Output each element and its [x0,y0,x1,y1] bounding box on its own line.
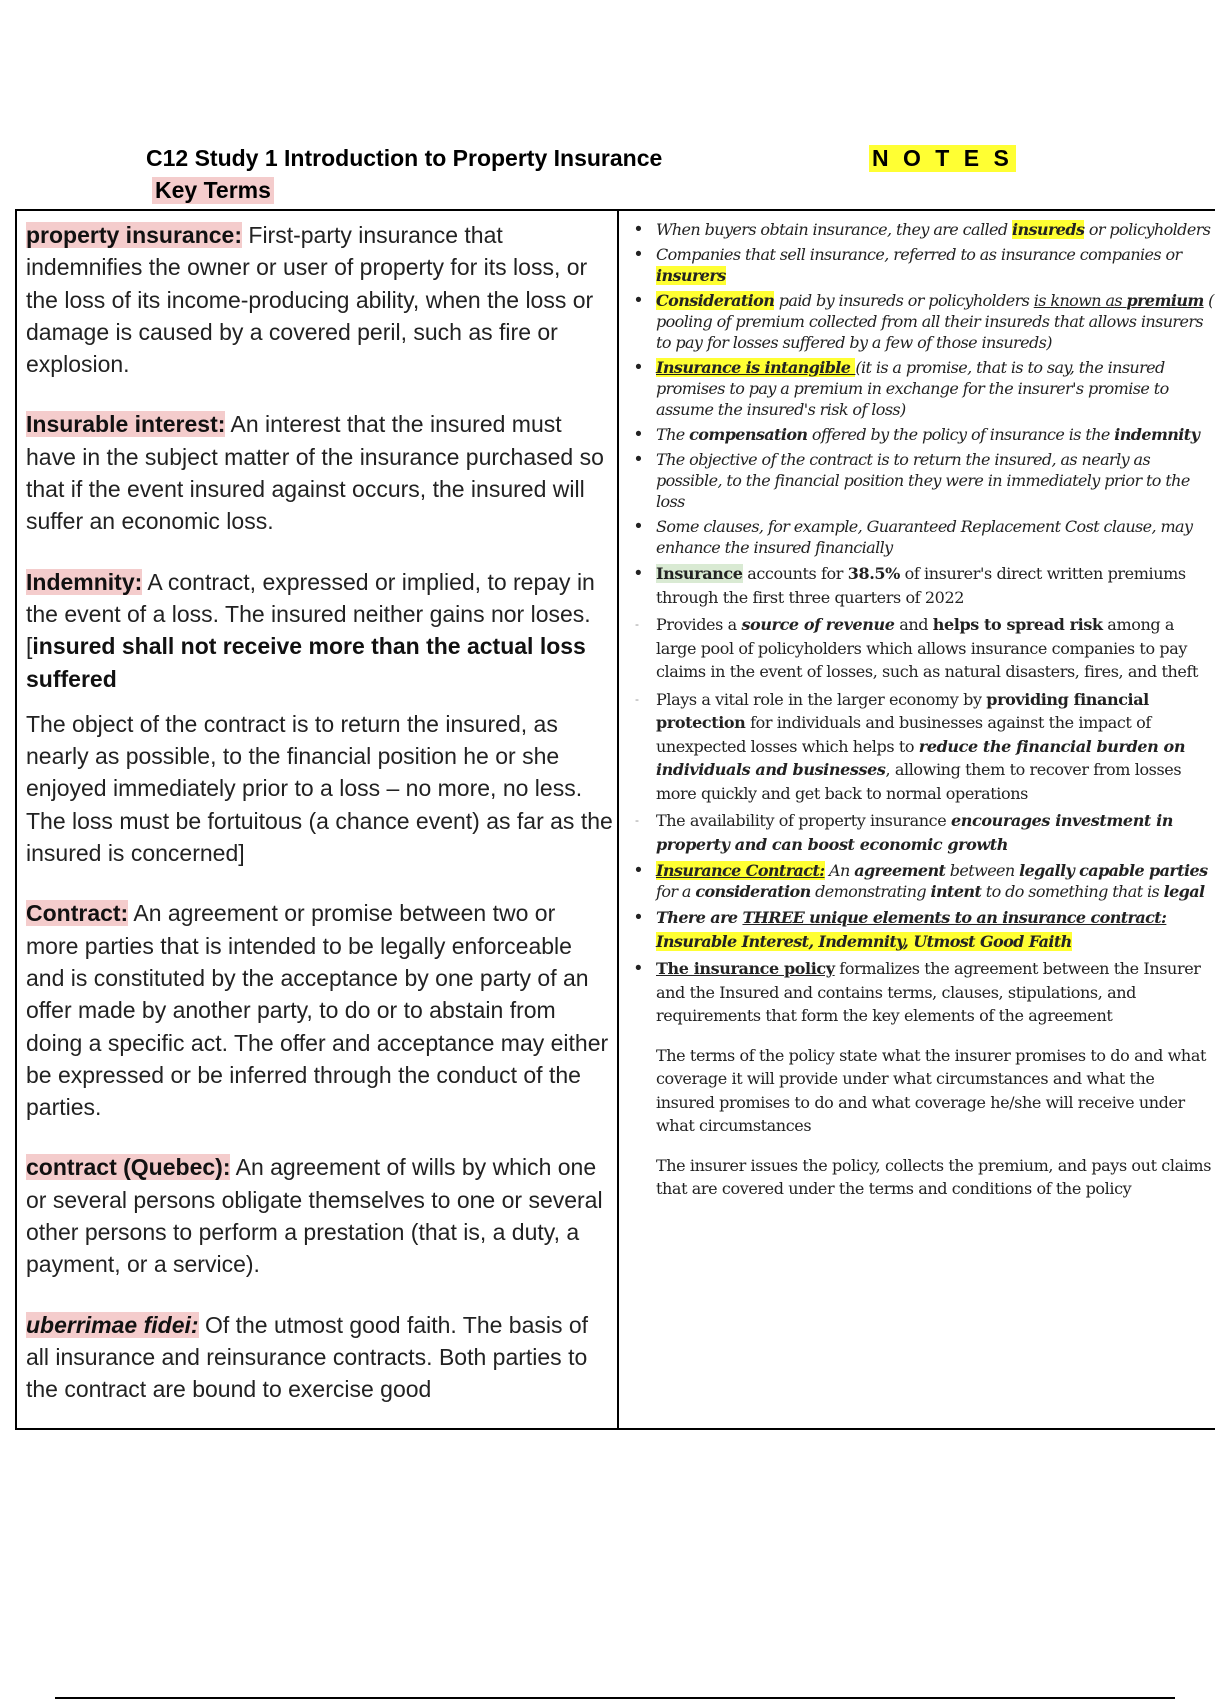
note-bold: providing financial protection [656,689,1149,732]
note-text: among a large pool of policyholders which allows insurance companies to pay claims in the event of losses, such as natural disasters, fires, and theft [656,615,1199,681]
key-terms-heading: Key Terms [152,177,274,204]
note-bold: source of revenue [741,615,895,634]
note-text: to do something that is [981,882,1164,901]
note-item [635,906,1216,953]
note-underline: The insurance policy [656,959,835,978]
note-highlight: Consideration [656,291,775,310]
term-definition: Of the utmost good faith. The basis of all insurance and reinsurance contracts. Both parties to the contract are bound to exercise good [26,1311,589,1403]
column-divider [617,209,619,1430]
note-item [635,860,1216,902]
note-text: or policyholders [1084,220,1211,239]
term-definition: First-party insurance that indemnifies the owner or user of property for its loss, or the loss of its income-producing ability, when the loss or damage is caused by a covered peril, such as fire or explosion. [26,222,594,378]
bullet-icon: • [635,516,642,537]
page-title: C12 Study 1 Introduction to Property Insurance [146,145,663,171]
note-text: Some clauses, for example, Guaranteed Replacement Cost clause, may enhance the insured financially [656,517,1193,557]
term-definition-bold: insured shall not receive more than the actual loss suffered [26,633,586,692]
term-label: contract (Quebec): [26,1154,231,1181]
note-bold: There are [656,908,743,927]
term-property-insurance [26,219,614,380]
note-text: , allowing them to recover from losses more quickly and get back to normal operations [656,760,1182,803]
bullet-icon: • [635,563,642,584]
note-underline: THREE unique elements to an insurance contract: [742,908,1167,927]
note-text: and [894,615,933,634]
term-definition: A contract, expressed or implied, to repay in the event of a loss. The insured neither gains nor loses. [ [26,568,595,660]
note-item [635,424,1216,445]
note-bold: 38.5% [847,564,900,583]
note-item [635,957,1216,1028]
note-bold: encourages investment in property and can boost economic growth [656,811,1174,854]
bullet-icon: • [635,219,642,240]
note-item [635,613,1216,684]
object-paragraph: The object of the contract is to return the insured, as nearly as possible, to the financial position he or she enjoyed immediately prior to a loss – no more, no less. The loss must be fortuitous (a chance event) as far as the insured is concerned] [26,710,613,867]
note-text: The availability of property insurance [656,811,951,830]
note-item [635,244,1216,286]
dash-icon: - [635,691,639,706]
note-text: Provides a [656,615,742,634]
note-bold: reduce the financial burden on individuals and businesses [656,736,1186,779]
note-text: ( pooling of premium collected from all their insureds that allows insurers to pay for losses suffered by a few of those insureds) [656,291,1214,352]
note-text: formalizes the agreement between the Insurer and the Insured and contains terms, clauses, stipulations, and requirements that form the key elements of the agreement [656,959,1201,1025]
note-highlight: Insurable Interest, Indemnity, Utmost Good Faith [656,931,1072,951]
notes-column [635,219,1216,1201]
note-text: An [824,861,855,880]
notes-paragraph: The terms of the policy state what the insurer promises to do and what coverage it will provide under what circumstances and what the insured promises to do and what coverage he/she will receive under what circumstances [656,1045,1207,1135]
term-insurable-interest [26,408,614,537]
bullet-icon: • [635,244,642,265]
note-item [635,449,1216,512]
term-definition: An interest that the insured must have in the subject matter of the insurance purchased so that if the event insured against occurs, the insured will suffer an economic loss. [26,411,604,535]
note-item [635,290,1216,353]
note-text: offered by the policy of insurance is the [807,425,1115,444]
note-text: Plays a vital role in the larger economy by [656,689,987,709]
term-label: Contract: [26,900,129,927]
note-text: The objective of the contract is to return the insured, as nearly as possible, to the financial position they were in immediately prior to the loss [656,450,1190,511]
note-text: it is a promise, that is to say, the insured promises to pay a premium in exchange for the insurer's promise to assume the insured's risk of loss) [656,358,1169,419]
term-label: Indemnity: [26,568,143,595]
note-underline: premium [1126,291,1204,310]
bullet-icon: • [635,860,642,881]
term-definition: An agreement of wills by which one or several persons obligate themselves to one or several other persons to perform a prestation (that is, a duty, a payment, or a service). [26,1154,603,1278]
note-bold: legal [1163,882,1205,901]
note-bold: helps to spread risk [932,615,1103,634]
note-bold: consideration [695,882,811,901]
notes-heading: N O T E S [869,145,1016,172]
note-underline: is known as [1033,291,1127,310]
note-item [635,357,1216,420]
note-bold: indemnity [1114,425,1200,444]
note-text: accounts for [742,564,848,583]
page-bottom-rule [55,1697,1175,1699]
term-contract [26,897,614,1123]
note-text: for individuals and businesses against the impact of unexpected losses which helps to [656,713,1151,756]
note-item [635,562,1216,609]
note-bold: intent [930,882,982,901]
bullet-icon: • [635,290,642,311]
note-text: of insurer's direct written premiums through the first three quarters of 2022 [656,564,1186,607]
note-item [635,809,1216,856]
bullet-icon: • [635,907,642,928]
bullet-icon: • [635,958,642,979]
bullet-icon: • [635,449,642,470]
note-highlight: insureds [1012,220,1085,239]
term-definition: An agreement or promise between two or more parties that is intended to be legally enforceable and is constituted by the acceptance by one party of an offer made by another party, to do or to abstain from doing a specific act. The offer and acceptance may either be expressed or be inferred through the conduct of the parties. [26,900,609,1121]
note-text: demonstrating [810,882,931,901]
note-highlight: insurers [656,266,726,285]
note-highlight: Insurance Contract: [656,861,825,880]
note-text: for a [656,882,696,901]
note-bold: legally capable parties [1019,861,1208,880]
key-terms-column [26,219,614,1434]
note-bold: agreement [854,861,946,880]
note-text: ( [855,358,861,377]
dash-icon: - [635,813,639,827]
note-text: paid by insureds or policyholders [774,291,1034,310]
term-contract-quebec [26,1151,614,1280]
term-indemnity [26,566,614,695]
note-text: Companies that sell insurance, referred to as insurance companies or [656,245,1182,264]
note-highlight: Insurance [656,564,743,583]
bullet-icon: • [635,424,642,445]
note-text: When buyers obtain insurance, they are called [656,220,1012,239]
note-item [635,219,1216,240]
note-item [635,516,1216,558]
note-item [635,688,1216,806]
term-label: property insurance: [26,222,242,248]
note-text: The [656,425,690,444]
term-label: uberrimae fidei: [26,1311,199,1338]
notes-paragraph: The insurer issues the policy, collects the premium, and pays out claims that are covered under the terms and conditions of the policy [656,1155,1212,1198]
term-uberrimae-fidei [26,1309,614,1406]
dash-icon: - [635,617,639,631]
note-bold: compensation [689,425,808,444]
term-label: Insurable interest: [26,411,226,438]
note-highlight: Insurance is intangible [656,358,856,377]
bullet-icon: • [635,357,642,378]
note-text: between [945,861,1020,880]
